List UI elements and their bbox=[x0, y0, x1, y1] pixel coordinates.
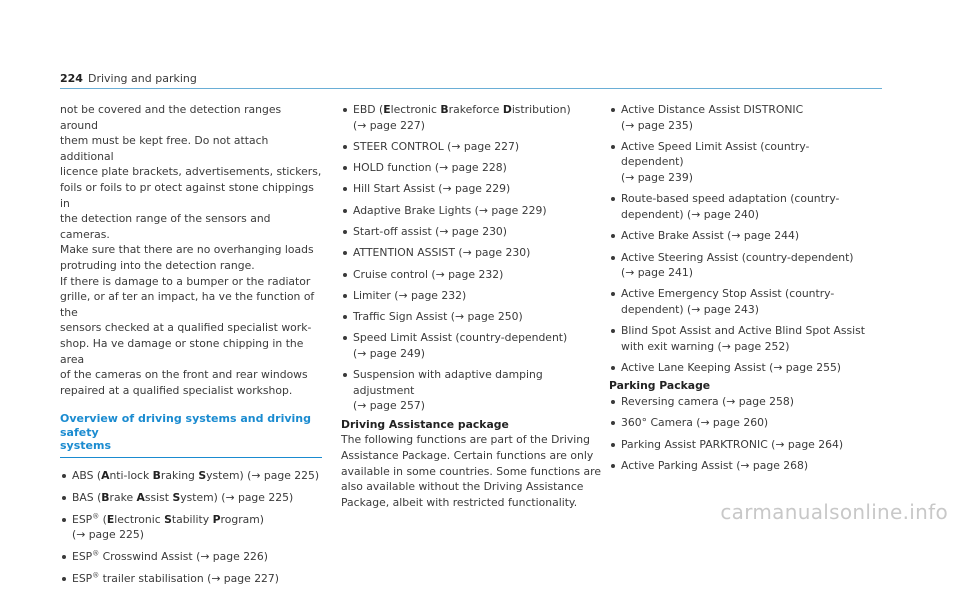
text-line: sensors checked at a qualified specialist work‐ bbox=[60, 321, 312, 335]
list-item bbox=[341, 288, 603, 304]
bullet-icon bbox=[343, 251, 347, 255]
list-item bbox=[341, 309, 603, 325]
column-middle bbox=[341, 102, 603, 510]
arrow-icon: → bbox=[251, 469, 261, 483]
bullet-icon bbox=[343, 230, 347, 234]
driving-assistance-paragraph bbox=[341, 432, 603, 510]
list-item bbox=[341, 139, 603, 155]
list-item: Suspension with adaptive damping adjustment (→ page 257) bbox=[341, 367, 603, 414]
bullet-icon bbox=[343, 145, 347, 149]
section-title-line: systems bbox=[60, 439, 111, 453]
text-line: protruding into the detection range. bbox=[60, 258, 255, 272]
bullet-icon bbox=[62, 555, 66, 559]
page-reference-link[interactable]: Hill Start Assist (→ page 229) bbox=[353, 182, 511, 196]
bullet-icon bbox=[611, 366, 615, 370]
page-reference-link[interactable]: (→ page 249) bbox=[353, 347, 425, 360]
list-item: EBD (Electronic Brakeforce Distribution) (→ page 227) bbox=[341, 102, 603, 133]
text-line: of the cameras on the front and rear windows bbox=[60, 368, 308, 382]
bullet-icon bbox=[611, 197, 615, 201]
text-line: The following functions are part of the Driving bbox=[341, 433, 590, 447]
page-reference-link[interactable]: (→ page 241) bbox=[621, 266, 693, 280]
page-reference-link[interactable]: Active Brake Assist (→ page 244) bbox=[621, 229, 800, 243]
text-line: also available without the Driving Assistance bbox=[341, 480, 584, 494]
text-line: Make sure that there are no overhanging loads bbox=[60, 243, 314, 257]
list-item bbox=[609, 394, 871, 410]
list-item: Active Speed Limit Assist (country-dependent) (→ page 239) bbox=[609, 139, 871, 186]
chapter-title: Driving and parking bbox=[87, 72, 197, 85]
driving-systems-list bbox=[60, 468, 322, 586]
page-reference-link[interactable]: dependent) (→ page 240) bbox=[621, 207, 759, 221]
text-line: them must be kept free. Do not attach additional bbox=[60, 134, 269, 163]
page-reference-link[interactable]: Limiter (→ page 232) bbox=[353, 288, 467, 302]
watermark: carmanualsonline.info bbox=[720, 500, 948, 525]
section-title-line: Overview of driving systems and driving safety bbox=[60, 412, 312, 439]
bullet-icon bbox=[343, 336, 347, 340]
page-reference-link[interactable]: STEER CONTROL (→ page 227) bbox=[353, 139, 520, 153]
bullet-icon bbox=[62, 518, 66, 522]
page-reference-link[interactable]: Start-off assist (→ page 230) bbox=[353, 225, 508, 238]
list-item: ESP® (Electronic Stability Program) (→ page 225) bbox=[60, 512, 322, 543]
text-line: shop. Ha ve damage or stone chipping in the area bbox=[60, 336, 304, 366]
page-reference-link[interactable]: page 225) bbox=[234, 490, 294, 504]
bullet-icon bbox=[611, 464, 615, 468]
bullet-icon bbox=[611, 256, 615, 260]
list-item: Active Emergency Stop Assist (country- dependent) (→ page 243) bbox=[609, 286, 871, 317]
bullet-icon bbox=[611, 329, 615, 333]
list-item: BAS (Brake Assist System) (→ page 225) bbox=[60, 490, 322, 506]
list-item bbox=[609, 437, 871, 453]
bullet-icon bbox=[343, 294, 347, 298]
page-reference-link[interactable]: (→ page 227) bbox=[353, 118, 425, 132]
list-item bbox=[609, 415, 871, 431]
page-reference-link[interactable]: Adaptive Brake Lights (→ page 229) bbox=[353, 203, 547, 217]
bullet-icon bbox=[343, 187, 347, 191]
list-item bbox=[341, 224, 603, 240]
list-item bbox=[341, 245, 603, 261]
page-reference-link[interactable]: Active Parking Assist (→ page 268) bbox=[621, 458, 809, 472]
parking-package-heading: Parking Package bbox=[609, 379, 711, 393]
page-reference-link[interactable]: trailer stabilisation (→ page 227) bbox=[99, 571, 280, 585]
page-reference-link[interactable]: (→ page 239) bbox=[621, 171, 693, 185]
bullet-icon bbox=[62, 496, 66, 500]
page-reference-link[interactable]: Reversing camera (→ page 258) bbox=[621, 395, 794, 408]
page-reference-link[interactable]: (→ page 257) bbox=[353, 399, 425, 413]
page-reference-link[interactable]: page 225) bbox=[260, 469, 320, 483]
text-line: the detection range of the sensors and cameras. bbox=[60, 212, 271, 241]
bullet-icon bbox=[62, 577, 66, 581]
bullet-icon bbox=[611, 145, 615, 149]
page-header bbox=[60, 72, 197, 86]
list-item: ESP® Crosswind Assist (→ page 226) bbox=[60, 549, 322, 565]
page-reference-link[interactable]: ATTENTION ASSIST (→ page 230) bbox=[353, 246, 531, 260]
text-line: foils or foils to pr otect against stone chippings in bbox=[60, 180, 314, 210]
arrow-icon: → bbox=[225, 490, 235, 504]
column-right bbox=[609, 102, 871, 479]
bullet-icon bbox=[611, 421, 615, 425]
page-reference-link[interactable]: (→ page 225) bbox=[72, 528, 144, 542]
page-reference-link[interactable]: HOLD function (→ page 228) bbox=[353, 161, 507, 175]
parking-package-list bbox=[609, 394, 871, 473]
bullet-icon bbox=[611, 443, 615, 447]
list-item: ESP® trailer stabilisation (→ page 227) bbox=[60, 571, 322, 587]
driving-assistance-heading: Driving Assistance package bbox=[341, 417, 509, 431]
bullet-icon bbox=[343, 315, 347, 319]
page-number: 224 bbox=[60, 72, 83, 85]
list-item bbox=[341, 181, 603, 197]
section-title bbox=[60, 412, 322, 458]
text-line: Assistance Package. Certain functions are only bbox=[341, 448, 594, 462]
page-reference-link[interactable]: with exit warning (→ page 252) bbox=[621, 339, 790, 353]
text-line: repaired at a qualified specialist workshop. bbox=[60, 383, 293, 397]
list-item: ABS (Anti-lock Braking System) (→ page 225) bbox=[60, 468, 322, 484]
list-item bbox=[341, 203, 603, 219]
list-item: Active Distance Assist DISTRONIC (→ page 235) bbox=[609, 102, 871, 133]
page-reference-link[interactable]: Traffic Sign Assist (→ page 250) bbox=[353, 310, 523, 324]
page-reference-link[interactable]: (→ page 235) bbox=[621, 118, 693, 132]
text-line: licence plate brackets, advertisements, stickers, bbox=[60, 165, 322, 179]
bullet-icon bbox=[343, 209, 347, 213]
text-line: If there is damage to a bumper or the radiator bbox=[60, 274, 311, 288]
page-reference-link[interactable]: dependent) (→ page 243) bbox=[621, 302, 759, 316]
bullet-icon bbox=[62, 474, 66, 478]
bullet-icon bbox=[611, 108, 615, 112]
intro-paragraph bbox=[60, 102, 322, 398]
page-reference-link[interactable]: Active Lane Keeping Assist (→ page 255) bbox=[621, 361, 842, 375]
bullet-icon bbox=[343, 373, 347, 377]
list-item bbox=[341, 267, 603, 283]
driving-assistance-list bbox=[609, 102, 871, 376]
page-reference-link[interactable]: Parking Assist PARKTRONIC (→ page 264) bbox=[621, 437, 844, 451]
list-item bbox=[341, 160, 603, 176]
page-reference-link[interactable]: Crosswind Assist (→ page 226) bbox=[99, 550, 269, 563]
bullet-icon bbox=[611, 234, 615, 238]
bullet-icon bbox=[343, 273, 347, 277]
list-item: Speed Limit Assist (country-dependent) (→ page 249) bbox=[341, 330, 603, 361]
column-left bbox=[60, 102, 322, 593]
text-line: not be covered and the detection ranges around bbox=[60, 103, 282, 132]
bullet-icon bbox=[611, 400, 615, 404]
bullet-icon bbox=[343, 166, 347, 170]
text-line: available in some countries. Some functions are bbox=[341, 464, 601, 478]
page-reference-link[interactable]: 360° Camera (→ page 260) bbox=[621, 416, 769, 430]
bullet-icon bbox=[343, 108, 347, 112]
list-item bbox=[609, 228, 871, 244]
list-item: Blind Spot Assist and Active Blind Spot Assist with exit warning (→ page 252) bbox=[609, 323, 871, 354]
page-reference-link[interactable]: Cruise control (→ page 232) bbox=[353, 267, 504, 281]
list-item bbox=[609, 360, 871, 376]
header-divider bbox=[60, 88, 882, 89]
list-item: Active Steering Assist (country-dependent) (→ page 241) bbox=[609, 250, 871, 281]
list-item: Route-based speed adaptation (country- dependent) (→ page 240) bbox=[609, 191, 871, 222]
driving-systems-list-continued bbox=[341, 102, 603, 414]
list-item bbox=[609, 458, 871, 474]
bullet-icon bbox=[611, 292, 615, 296]
text-line: Package, albeit with restricted functionality. bbox=[341, 495, 578, 509]
text-line: grille, or af ter an impact, ha ve the function of the bbox=[60, 290, 315, 319]
